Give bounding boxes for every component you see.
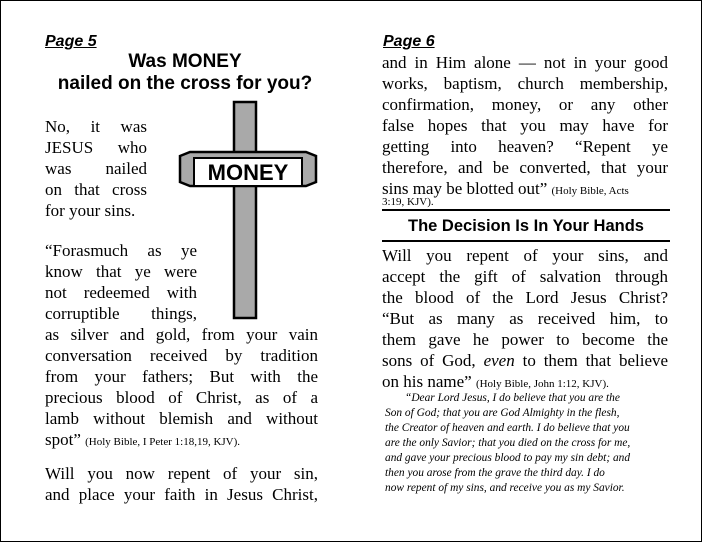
closing-line: Will you now repent of your sin, [45, 464, 318, 483]
wide-line: conversation received by tradition [45, 346, 318, 365]
title-line-1: Was MONEY [128, 51, 242, 72]
narrow-line: for your sins. [45, 201, 136, 220]
title-line-2: nailed on the cross for you? [57, 73, 313, 94]
decision-line: Will you repent of your sins, and [382, 246, 668, 265]
sons-line [382, 350, 668, 371]
section-heading: The Decision Is In Your Hands [408, 217, 644, 235]
wide-line: lamb without blemish and without [45, 409, 318, 428]
decision-line: the blood of the Lord Jesus Christ? [382, 288, 668, 307]
prayer-line: the Creator of heaven and earth. I do believe that you [385, 422, 630, 434]
cross-beam-vertical [234, 102, 256, 318]
heading-rule-top [382, 209, 670, 211]
page-6-label: Page 6 [383, 33, 435, 50]
spot-line [45, 429, 240, 453]
blotted-citation-cont: 3:19, KJV). [382, 196, 434, 208]
narrow-line: corruptible things, [45, 304, 197, 323]
spot-citation: (Holy Bible, I Peter 1:18,19, KJV). [85, 436, 241, 448]
page-5-label: Page 5 [45, 33, 97, 50]
decision-line: “But as many as received him, to [382, 309, 668, 328]
sons-text-after: to them that believe [522, 351, 669, 370]
top-line: false hopes that you may have for [382, 116, 668, 135]
prayer-line: are the only Savior; that you died on the cross for me, [385, 437, 631, 449]
prayer-line: then you arose from the grave the third day. I do [385, 467, 605, 479]
narrow-line: “Forasmuch as ye [45, 241, 197, 260]
narrow-line: know that ye were [45, 262, 197, 281]
narrow-line: JESUS who [45, 138, 147, 157]
name-text: on his name” [382, 372, 472, 391]
blotted-text: sins may be blotted out” [382, 179, 548, 198]
prayer-line: and gave your precious blood to pay my sin debt; and [385, 452, 631, 464]
prayer-line: “Dear Lord Jesus, I do believe that you are the [405, 392, 620, 404]
wide-line: from your fathers; But with the [45, 367, 318, 386]
heading-rule-bottom [382, 240, 670, 242]
cross-illustration [178, 100, 318, 320]
closing-line: and place your faith in Jesus Christ, [45, 485, 318, 504]
narrow-line: on that cross [45, 180, 147, 199]
top-line: and in Him alone — not in your good [382, 53, 668, 72]
narrow-line: was nailed [45, 159, 147, 178]
narrow-line: No, it was [45, 117, 147, 136]
top-line: getting into heaven? “Repent ye [382, 137, 668, 156]
sons-text-even: even [483, 351, 515, 370]
top-line: therefore, and be converted, that your [382, 158, 668, 177]
wide-line: as silver and gold, from your vain [45, 325, 318, 344]
money-sign-text: MONEY [207, 160, 289, 185]
sons-text-before: sons of God, [382, 351, 476, 370]
narrow-line: not redeemed with [45, 283, 197, 302]
decision-line: accept the gift of salvation through [382, 267, 668, 286]
top-line: confirmation, money, or any other [382, 95, 668, 114]
prayer-line: Son of God; that you are God Almighty in the flesh, [385, 407, 620, 419]
prayer-line: now repent of my sins, and receive you as my Savior. [385, 482, 625, 494]
name-citation: (Holy Bible, John 1:12, KJV). [475, 378, 609, 390]
top-line: works, baptism, church membership, [382, 74, 668, 93]
wide-line: precious blood of Christ, as of a [45, 388, 318, 407]
spot-text: spot” [45, 430, 81, 449]
decision-line: them gave he power to become the [382, 330, 668, 349]
blotted-citation: (Holy Bible, Acts [551, 185, 629, 197]
